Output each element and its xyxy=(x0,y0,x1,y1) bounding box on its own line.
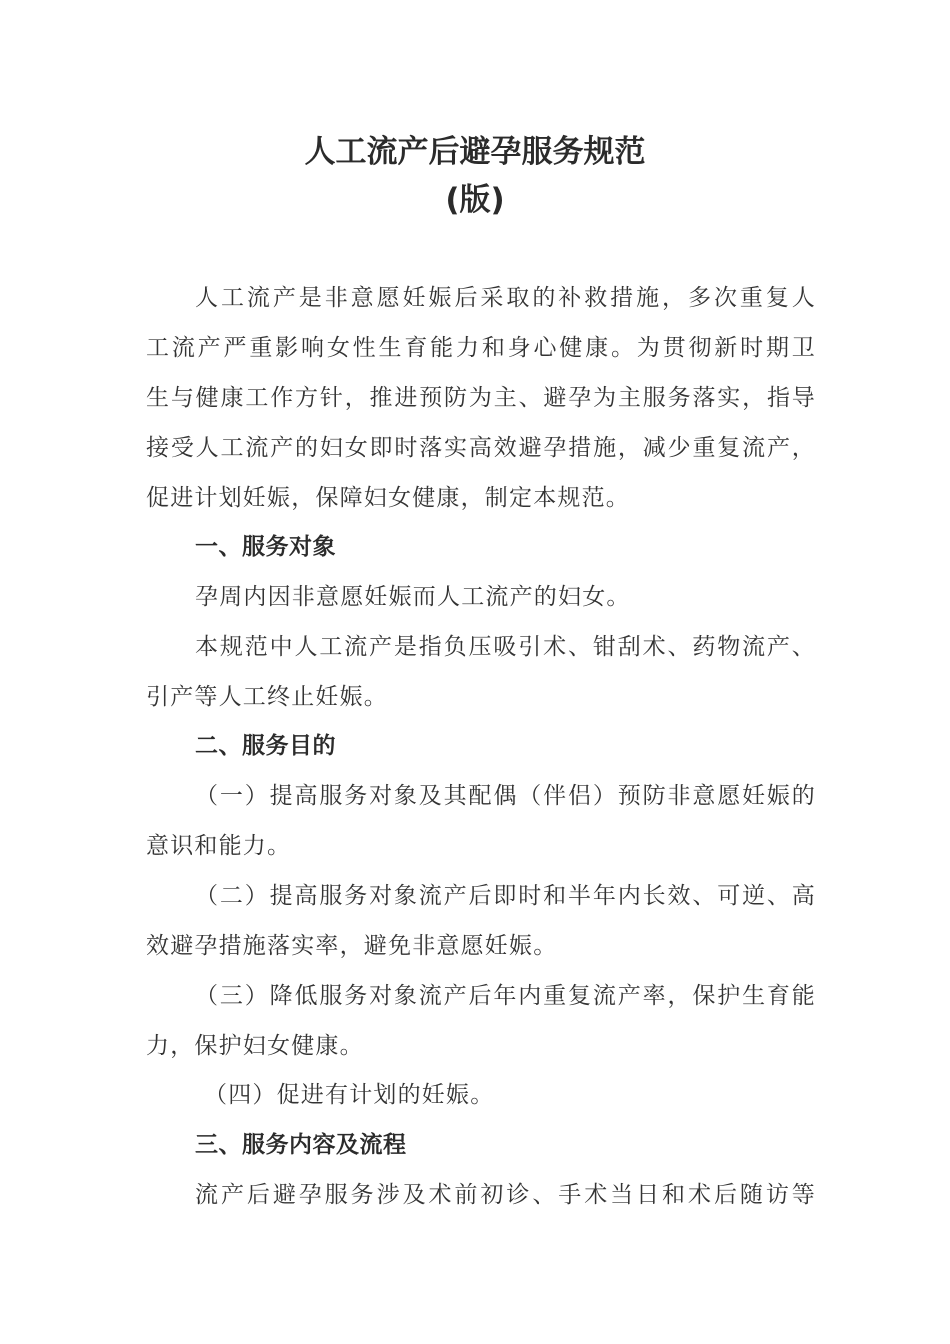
service-target-paragraph: 孕周内因非意愿妊娠而人工流产的妇女。 xyxy=(195,584,631,610)
intro-line-1: 人工流产是非意愿妊娠后采取的补救措施，多次重复人 xyxy=(195,285,816,311)
purpose-item-2-line-2: 效避孕措施落实率，避免非意愿妊娠。 xyxy=(146,933,558,959)
intro-line-5: 促进计划妊娠，保障妇女健康，制定本规范。 xyxy=(146,485,630,511)
purpose-item-1-line-2: 意识和能力。 xyxy=(146,833,292,859)
purpose-item-1-line-1: （一）提高服务对象及其配偶（伴侣）预防非意愿妊娠的 xyxy=(195,783,816,809)
section-heading-service-purpose: 二、服务目的 xyxy=(195,733,336,759)
purpose-item-3-line-1: （三）降低服务对象流产后年内重复流产率，保护生育能 xyxy=(195,983,816,1009)
intro-line-2: 工流产严重影响女性生育能力和身心健康。为贯彻新时期卫 xyxy=(146,335,816,361)
section-heading-service-content: 三、服务内容及流程 xyxy=(195,1132,407,1158)
intro-line-3: 生与健康工作方针，推进预防为主、避孕为主服务落实，指导 xyxy=(146,385,816,411)
abortion-definition-line-1: 本规范中人工流产是指负压吸引术、钳刮术、药物流产、 xyxy=(195,634,816,660)
purpose-item-2-line-1: （二）提高服务对象流产后即时和半年内长效、可逆、高 xyxy=(195,883,816,909)
section-heading-service-target: 一、服务对象 xyxy=(195,534,336,560)
document-subtitle: (版) xyxy=(445,182,505,218)
document-title: 人工流产后避孕服务规范 xyxy=(304,134,646,170)
purpose-item-3-line-2: 力，保护妇女健康。 xyxy=(146,1033,364,1059)
purpose-item-4: （四）促进有计划的妊娠。 xyxy=(204,1082,495,1108)
service-content-line-1: 流产后避孕服务涉及术前初诊、手术当日和术后随访等 xyxy=(195,1182,816,1208)
abortion-definition-line-2: 引产等人工终止妊娠。 xyxy=(146,684,388,710)
intro-line-4: 接受人工流产的妇女即时落实高效避孕措施，减少重复流产， xyxy=(146,435,816,461)
